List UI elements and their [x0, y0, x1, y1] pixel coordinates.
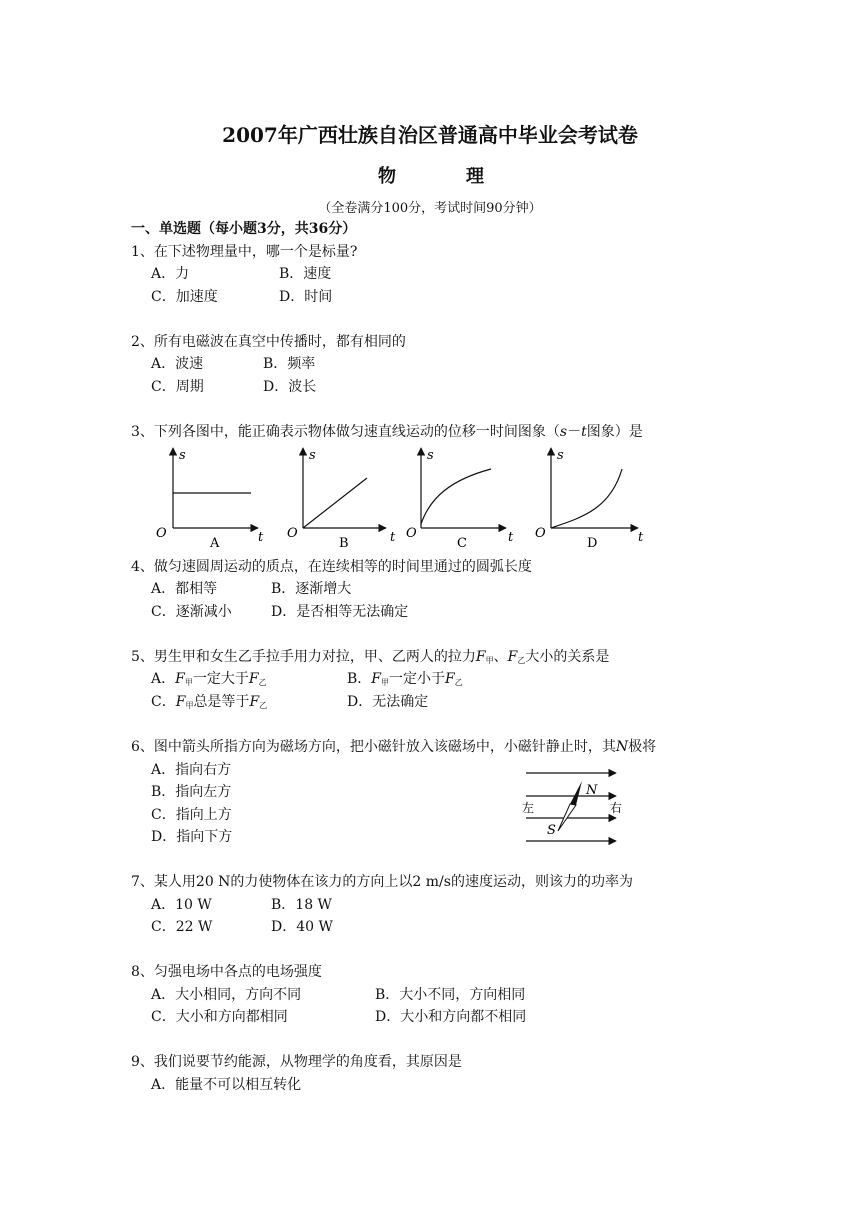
graph-c-t-label: t [508, 530, 514, 545]
graph-a-caption: A [210, 536, 220, 551]
q9-option-a: A．能量不可以相互转化 [151, 1077, 302, 1093]
exam-note: （全卷满分100分，考试时间90分钟） [318, 201, 542, 216]
exam-title: 2007年广西壮族自治区普通高中毕业会考试卷 [222, 123, 638, 147]
q8-option-b: B．大小不同，方向相同 [375, 987, 526, 1003]
section-heading: 一、单选题（每小题3分，共36分） [131, 221, 357, 237]
graph-a-origin: O [156, 526, 167, 541]
north-label: N [586, 783, 598, 798]
q6-option-c: C．指向上方 [151, 807, 232, 823]
q5-a-sub-jia: 甲 [184, 678, 193, 687]
question-7-stem: 7、某人用20 N的力使物体在该力的方向上以2 m/s的速度运动，则该力的功率为 [131, 874, 633, 890]
q5-b-text: 一定小于 [389, 671, 446, 687]
graph-c-caption: C [457, 536, 467, 551]
q5-separator: 、 [493, 649, 508, 665]
q5-b-f: F [371, 671, 382, 687]
q5-option-d: D．无法确定 [347, 694, 429, 710]
q8-option-a: A．大小相同，方向不同 [151, 987, 302, 1003]
q6-option-a: A．指向右方 [151, 762, 232, 778]
question-4-stem: 4、做匀速圆周运动的质点，在连续相等的时间里通过的圆弧长度 [131, 559, 532, 575]
graph-a-s-label: s [179, 448, 186, 463]
graph-d [535, 448, 644, 551]
q5-sub-jia: 甲 [485, 656, 494, 665]
q5-a-f: F [175, 671, 185, 687]
q5-stem-tail: 大小的关系是 [525, 649, 610, 665]
q5-c-letter: C． [151, 694, 176, 710]
q1-option-c: C．加速度 [151, 289, 218, 305]
q5-c-sub-yi: 乙 [259, 701, 268, 710]
q6-n-symbol: N [615, 739, 629, 755]
graph-a-t-label: t [258, 530, 264, 545]
q5-option-c [151, 694, 267, 714]
graph-b-t-label: t [390, 530, 396, 545]
q3-stem-tail: 图象）是 [586, 424, 643, 440]
graph-c-origin: O [406, 526, 417, 541]
q5-c-f: F [175, 694, 186, 710]
q5-b-letter: B． [347, 671, 372, 687]
q7-option-a: A．10 W [151, 897, 212, 913]
q3-t-symbol: t [581, 424, 587, 440]
q6-option-d: D．指向下方 [151, 829, 233, 845]
q4-option-c: C．逐渐减小 [151, 604, 232, 620]
q5-option-b [347, 671, 463, 691]
q3-stem-text: 3、下列各图中，能正确表示物体做匀速直线运动的位移一时间图象（ [131, 424, 560, 440]
q5-c-text: 总是等于 [193, 694, 250, 710]
graph-b [287, 448, 396, 551]
q2-option-c: C．周期 [151, 379, 204, 395]
south-label: S [547, 823, 556, 838]
q7-option-c: C．22 W [151, 919, 213, 935]
q1-option-a: A．力 [151, 266, 190, 282]
q3-s-symbol: s [559, 424, 568, 440]
q3-dash: － [567, 424, 582, 440]
q1-option-d: D．时间 [279, 289, 333, 305]
q3-graphs-figure [140, 440, 660, 555]
q4-option-d: D．是否相等无法确定 [271, 604, 409, 620]
q4-option-b: B．逐渐增大 [271, 581, 352, 597]
q5-f-symbol: F [475, 649, 486, 665]
q6-option-b: B．指向左方 [151, 784, 232, 800]
graph-c-s-label: s [427, 448, 434, 463]
q2-option-a: A．波速 [151, 356, 204, 372]
q5-c-f2: F [249, 694, 260, 710]
subject-char-2: 理 [466, 166, 484, 187]
q5-sub-yi: 乙 [517, 656, 526, 665]
graph-b-s-label: s [309, 448, 316, 463]
q5-a-text: 一定大于 [192, 671, 249, 687]
graph-b-curve [303, 478, 367, 528]
graph-c [406, 448, 514, 551]
question-6-stem [131, 739, 656, 755]
right-label: 右 [610, 801, 623, 815]
q5-c-sub-jia: 甲 [185, 701, 194, 710]
question-1-stem: 1、在下述物理量中，哪一个是标量? [131, 244, 358, 260]
graph-d-caption: D [587, 536, 598, 551]
q5-a-sub-yi: 乙 [258, 678, 267, 687]
graph-a [156, 448, 264, 551]
q2-option-b: B．频率 [263, 356, 316, 372]
question-9-stem: 9、我们说要节约能源，从物理学的角度看，其原因是 [131, 1054, 462, 1070]
q5-a-letter: A． [151, 671, 176, 687]
q6-stem-tail: 极将 [628, 739, 657, 755]
q2-option-d: D．波长 [263, 379, 317, 395]
graph-d-t-label: t [638, 530, 644, 545]
compass-needle [558, 781, 582, 831]
graph-d-curve [551, 469, 622, 528]
graph-d-origin: O [535, 526, 546, 541]
subject-char-1: 物 [378, 166, 396, 187]
question-5-stem [131, 649, 609, 669]
q5-option-a [151, 671, 267, 691]
q7-option-b: B．18 W [271, 897, 332, 913]
q4-option-a: A．都相等 [151, 581, 218, 597]
q8-option-c: C．大小和方向都相同 [151, 1009, 288, 1025]
question-2-stem: 2、所有电磁波在真空中传播时，都有相同的 [131, 334, 406, 350]
q5-b-f2: F [445, 671, 455, 687]
q7-option-d: D．40 W [271, 919, 333, 935]
graph-d-s-label: s [557, 448, 564, 463]
graph-c-curve [421, 469, 491, 524]
q5-a-f2: F [248, 671, 259, 687]
q5-b-sub-yi: 乙 [454, 678, 463, 687]
q8-option-d: D．大小和方向都不相同 [375, 1009, 527, 1025]
graph-b-origin: O [287, 526, 298, 541]
graph-b-caption: B [339, 536, 349, 551]
left-label: 左 [522, 801, 535, 815]
question-3-stem [131, 424, 643, 440]
q1-option-b: B．速度 [279, 266, 332, 282]
magnetic-field-figure [516, 760, 636, 850]
q6-stem-text: 6、图中箭头所指方向为磁场方向，把小磁针放入该磁场中，小磁针静止时，其 [131, 739, 616, 755]
q5-b-sub-jia: 甲 [381, 678, 390, 687]
question-8-stem: 8、匀强电场中各点的电场强度 [131, 964, 322, 980]
q5-stem-text: 5、男生甲和女生乙手拉手用力对拉，甲、乙两人的拉力 [131, 649, 476, 665]
q5-f-symbol-2: F [507, 649, 518, 665]
